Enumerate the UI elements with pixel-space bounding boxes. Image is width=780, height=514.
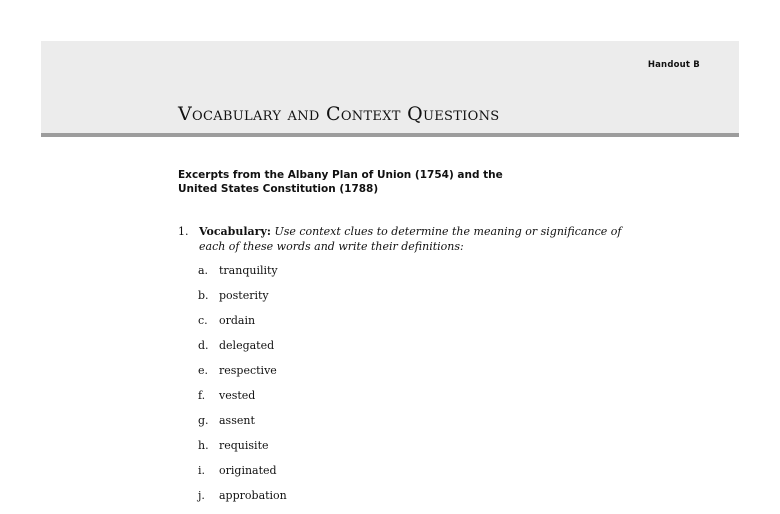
item-word: posterity — [219, 289, 269, 302]
page-title: Vocabulary and Context Questions — [178, 103, 500, 125]
item-letter: b. — [198, 289, 209, 302]
item-word: ordain — [219, 314, 256, 327]
item-word: originated — [219, 464, 277, 477]
item-letter: f. — [198, 389, 206, 402]
question-number: 1. — [178, 225, 189, 238]
item-letter: e. — [198, 364, 209, 377]
item-word: tranquility — [219, 264, 278, 277]
item-word: vested — [219, 389, 256, 402]
item-letter: j. — [198, 489, 205, 502]
item-word: assent — [219, 414, 255, 427]
subtitle-line-1: Excerpts from the Albany Plan of Union (1754) and the — [178, 169, 503, 181]
excerpt-subtitle — [178, 168, 598, 196]
item-word: delegated — [219, 339, 275, 352]
item-word: approbation — [219, 489, 287, 502]
item-letter: i. — [198, 464, 206, 477]
item-word: respective — [219, 364, 277, 377]
item-letter: c. — [198, 314, 208, 327]
header-rule — [41, 133, 739, 137]
item-letter: h. — [198, 439, 209, 452]
item-letter: a. — [198, 264, 209, 277]
question-label: Vocabulary: — [199, 225, 271, 238]
handout-label: Handout B — [647, 60, 700, 70]
item-letter: g. — [198, 414, 209, 427]
question-body — [199, 224, 627, 254]
subtitle-line-2: United States Constitution (1788) — [178, 183, 379, 195]
item-letter: d. — [198, 339, 209, 352]
question-instructions: Use context clues to determine the meaning or significance of each of these words and write their definitions: — [199, 225, 622, 253]
item-word: requisite — [219, 439, 269, 452]
